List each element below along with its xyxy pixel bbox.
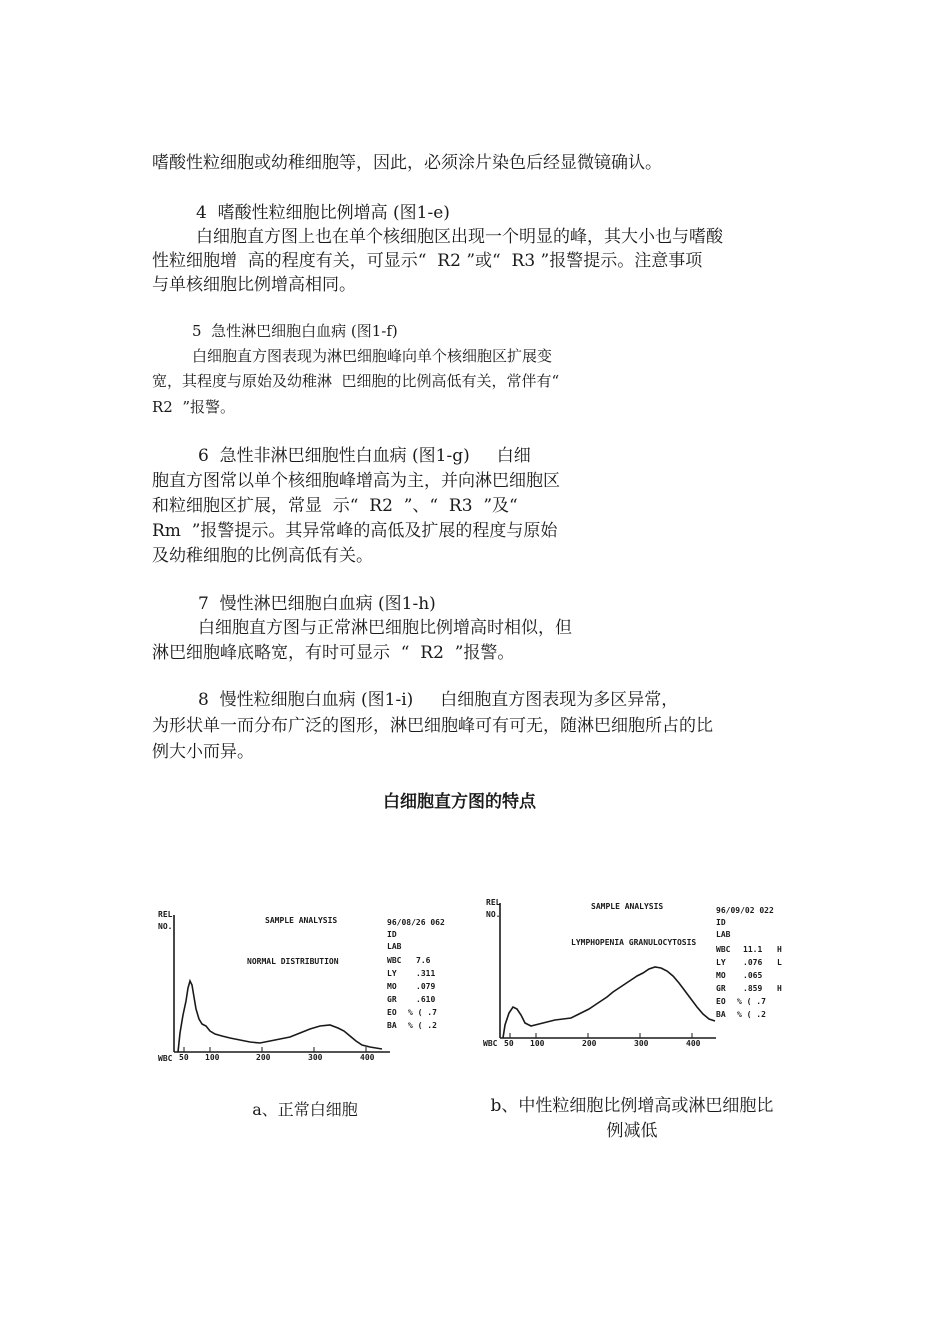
distribution-label: NORMAL DISTRIBUTION (247, 957, 339, 966)
param-value: 11.1 (743, 945, 763, 954)
sample-meta: 96/08/26 062 (387, 918, 445, 927)
sample-meta: LAB (387, 942, 402, 951)
section-title: 白细胞直方图的特点 (383, 792, 536, 812)
figure-a-caption: a、正常白细胞 (252, 1100, 358, 1119)
section-7-line: 白细胞直方图与正常淋巴细胞比例增高时相似，但 (198, 618, 572, 638)
sample-header: SAMPLE ANALYSIS (591, 902, 664, 911)
intro-line: 嗜酸性粒细胞或幼稚细胞等，因此，必须涂片染色后经显微镜确认。 (152, 153, 662, 173)
param-name: MO (387, 982, 397, 991)
x-tick-label: 200 (582, 1039, 597, 1048)
section-8-line: 例大小而异。 (152, 742, 254, 762)
section-4-line: 白细胞直方图上也在单个核细胞区出现一个明显的峰，其大小也与嗜酸 (196, 227, 723, 247)
x-tick-label: 200 (256, 1053, 271, 1062)
param-flag: H (777, 984, 782, 993)
x-tick-label: 300 (308, 1053, 323, 1062)
sample-meta: ID (387, 930, 397, 939)
param-name: BA (716, 1010, 726, 1019)
param-name: EO (716, 997, 726, 1006)
param-name: WBC (387, 956, 402, 965)
section-6-line: 胞直方图常以单个核细胞峰增高为主，并向淋巴细胞区 (152, 471, 560, 491)
figure-b-caption (462, 1094, 802, 1144)
x-tick-label: 400 (360, 1053, 375, 1062)
sample-header: SAMPLE ANALYSIS (265, 916, 338, 925)
x-tick-label: 100 (205, 1053, 220, 1062)
param-value: .076 (743, 958, 763, 967)
x-axis-label: WBC (483, 1039, 498, 1048)
param-value: 7.6 (416, 956, 431, 965)
param-name: EO (387, 1008, 397, 1017)
param-value: .065 (743, 971, 763, 980)
histogram-a-svg (150, 905, 455, 1065)
param-flag: H (777, 945, 782, 954)
params-table (716, 945, 782, 1019)
section-5-line: 白细胞直方图表现为淋巴细胞峰向单个核细胞区扩展变 (192, 347, 553, 365)
figure-b-caption-line: b、中性粒细胞比例增高或淋巴细胞比 (490, 1096, 774, 1116)
section-4-line: 与单核细胞比例增高相同。 (152, 275, 356, 295)
param-name: GR (716, 984, 726, 993)
y-axis-label: NO. (158, 922, 173, 931)
figure-b-caption-line: 例减低 (606, 1121, 658, 1141)
x-tick-label: 100 (530, 1039, 545, 1048)
param-value: % ( .2 (408, 1021, 437, 1030)
params-table (387, 956, 437, 1030)
section-8-line: 为形状单一而分布广泛的图形，淋巴细胞峰可有可无，随淋巴细胞所占的比 (152, 716, 713, 736)
histogram-curve (503, 967, 715, 1038)
param-value: .859 (743, 984, 763, 993)
section-6-line: 和粒细胞区扩展，常显 示“ R2 ”、“ R3 ”及“ (152, 496, 518, 516)
section-7-line: 淋巴细胞峰底略宽，有时可显示 “ R2 ”报警。 (152, 643, 515, 663)
sample-meta: LAB (716, 930, 731, 939)
section-5-line: R2 ”报警。 (152, 398, 236, 416)
section-4-line: 性粒细胞增 高的程度有关，可显示“ R2 ”或“ R3 ”报警提示。注意事项 (152, 251, 703, 271)
section-6-line: Rm ”报警提示。其异常峰的高低及扩展的程度与原始 (152, 521, 558, 541)
x-tick-label: 400 (686, 1039, 701, 1048)
param-name: LY (387, 969, 397, 978)
x-tick-label: 300 (634, 1039, 649, 1048)
param-name: MO (716, 971, 726, 980)
y-axis-label: REL (486, 898, 501, 907)
sample-meta: 96/09/02 022 (716, 906, 774, 915)
param-value: % ( .2 (737, 1010, 766, 1019)
x-tick-label: 50 (504, 1039, 514, 1048)
param-flag: L (777, 958, 782, 967)
section-8-line: 8 慢性粒细胞白血病 (图1-i) 白细胞直方图表现为多区异常， (198, 690, 679, 710)
histogram-curve (178, 981, 382, 1052)
param-value: .079 (416, 982, 436, 991)
param-name: GR (387, 995, 397, 1004)
y-axis-label: REL (158, 910, 173, 919)
param-name: LY (716, 958, 726, 967)
histogram-figure-a (150, 905, 455, 1065)
x-tick-label: 50 (179, 1053, 189, 1062)
x-axis-label: WBC (158, 1054, 173, 1063)
histogram-b-svg (483, 895, 788, 1055)
y-axis-label: NO. (486, 910, 501, 919)
param-value: % ( .7 (408, 1008, 437, 1017)
section-6-line: 6 急性非淋巴细胞性白血病 (图1-g) 白细 (198, 446, 531, 466)
sample-meta: ID (716, 918, 726, 927)
param-value: .311 (416, 969, 436, 978)
section-5-heading: 5 急性淋巴细胞白血病 (图1-f) (192, 322, 398, 340)
param-name: BA (387, 1021, 397, 1030)
param-value: .610 (416, 995, 436, 1004)
distribution-label: LYMPHOPENIA GRANULOCYTOSIS (571, 938, 697, 947)
param-value: % ( .7 (737, 997, 766, 1006)
section-4-heading: 4 嗜酸性粒细胞比例增高 (图1-e) (196, 203, 450, 223)
param-name: WBC (716, 945, 731, 954)
histogram-figure-b (483, 895, 788, 1055)
section-5-line: 宽，其程度与原始及幼稚淋 巴细胞的比例高低有关，常伴有“ (152, 372, 560, 390)
section-6-line: 及幼稚细胞的比例高低有关。 (152, 546, 373, 566)
section-7-heading: 7 慢性淋巴细胞白血病 (图1-h) (198, 594, 436, 614)
